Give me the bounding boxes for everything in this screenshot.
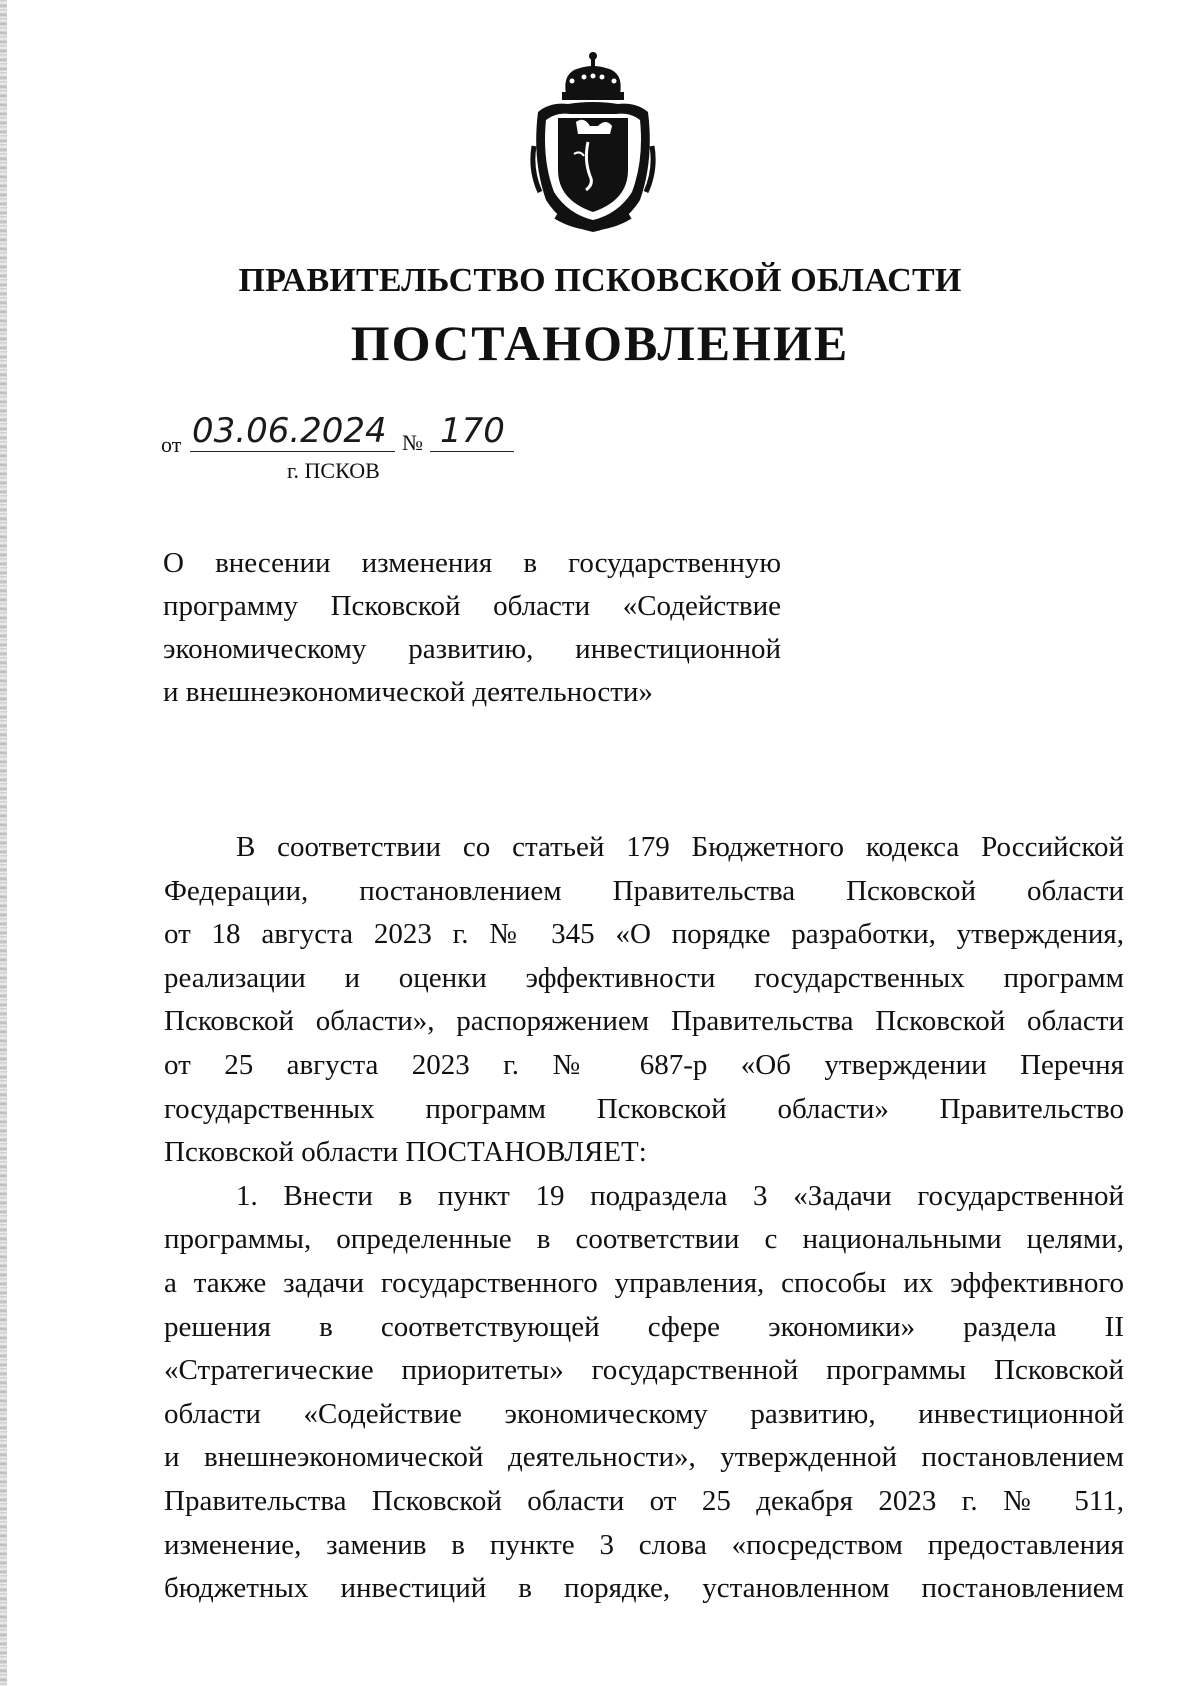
- body-line: государственных программ Псковской области» Правительство: [164, 1092, 1124, 1125]
- issuing-authority: ПРАВИТЕЛЬСТВО ПСКОВСКОЙ ОБЛАСТИ: [238, 262, 962, 299]
- body-line: решения в соответствующей сфере экономики» раздела II: [164, 1310, 1124, 1343]
- document-body: [164, 826, 1124, 1611]
- body-line: от 18 августа 2023 г. № 345 «О порядке разработки, утверждения,: [164, 918, 1124, 951]
- body-line: Федерации, постановлением Правительства Псковской области: [164, 874, 1124, 907]
- body-line: а также задачи государственного управления, способы их эффективного: [164, 1266, 1124, 1299]
- number-prefix: №: [402, 430, 423, 455]
- body-line: 1. Внести в пункт 19 подраздела 3 «Задачи государственной: [236, 1179, 1124, 1212]
- handwritten-number: 170: [430, 410, 514, 452]
- document-subject: [163, 542, 781, 714]
- body-line: В соответствии со статьей 179 Бюджетного кодекса Российской: [236, 831, 1124, 863]
- handwritten-date: 03.06.2024: [190, 410, 395, 452]
- body-line: изменение, заменив в пункте 3 слова «посредством предоставления: [164, 1528, 1124, 1561]
- pskov-coat-of-arms-icon: [528, 50, 658, 236]
- body-line: бюджетных инвестиций в порядке, установленном постановлением: [164, 1572, 1124, 1605]
- subject-line: О внесении изменения в государственную: [163, 547, 781, 579]
- body-line: области «Содействие экономическому развитию, инвестиционной: [164, 1397, 1124, 1430]
- subject-line: экономическому развитию, инвестиционной: [163, 633, 781, 665]
- body-line: «Стратегические приоритеты» государственной программы Псковской: [164, 1354, 1124, 1387]
- body-line: Псковской области ПОСТАНОВЛЯЕТ:: [164, 1136, 647, 1169]
- body-line: от 25 августа 2023 г. № 687-р «Об утверждении Перечня: [164, 1048, 1124, 1081]
- body-line: Правительства Псковской области от 25 декабря 2023 г. № 511,: [164, 1484, 1124, 1517]
- subject-line: программу Псковской области «Содействие: [163, 590, 781, 622]
- scan-edge: [0, 0, 7, 1686]
- body-line: и внешнеэкономической деятельности», утвержденной постановлением: [164, 1441, 1124, 1474]
- subject-line: и внешнеэкономической деятельности»: [163, 676, 653, 708]
- body-line: программы, определенные в соответствии с национальными целями,: [164, 1223, 1124, 1256]
- body-line: реализации и оценки эффективности государственных программ: [164, 961, 1124, 994]
- date-prefix: от: [161, 432, 182, 457]
- body-line: Псковской области», распоряжением Правительства Псковской области: [164, 1005, 1124, 1038]
- city: г. ПСКОВ: [287, 458, 380, 483]
- document-type: ПОСТАНОВЛЕНИЕ: [350, 315, 850, 371]
